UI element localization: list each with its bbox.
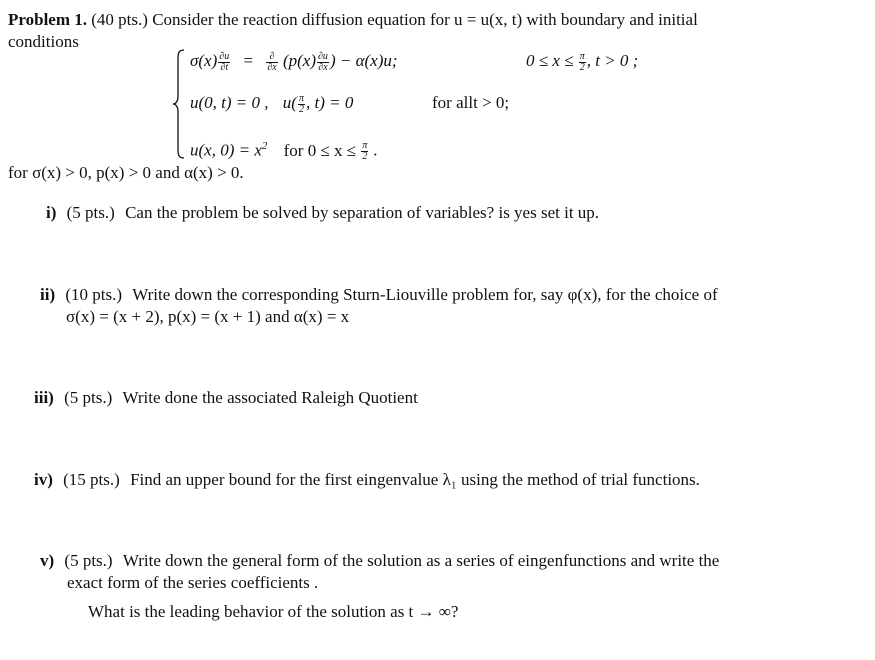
pde-row — [190, 51, 398, 73]
frac-pi-2-num: π — [298, 92, 304, 104]
pde-equals: = — [243, 51, 254, 70]
part-i-text: Can the problem be solved by separation of variables? is yes set it up. — [125, 203, 600, 222]
frac-pi-3-num: π — [362, 140, 368, 152]
part-ii — [40, 285, 718, 305]
frac-pi-3-den: 2 — [362, 151, 368, 163]
frac-pi-1 — [579, 52, 586, 73]
ic-domain: for 0 ≤ x ≤ — [283, 140, 357, 160]
pde-domain: 0 ≤ x ≤ — [526, 51, 574, 70]
ic-row — [190, 136, 378, 162]
part-v-points: (5 pts.) — [64, 551, 113, 570]
part-iv-points: (15 pts.) — [63, 470, 120, 489]
part-iv — [34, 470, 700, 490]
problem-header — [8, 10, 698, 30]
part-iv-text: Find an upper bound for the first eingenvalue λ₁ using the method of trial functions. — [130, 470, 700, 489]
frac-pi-1-num: π — [579, 50, 585, 62]
frac-dudx-den: ∂x — [318, 61, 328, 73]
part-iii-text: Write done the associated Raleigh Quotient — [122, 388, 418, 407]
pde-lhs: σ(x) — [190, 51, 218, 70]
pde-domain-row — [526, 51, 638, 73]
ic-end: . — [373, 140, 378, 160]
part-iii-points: (5 pts.) — [64, 388, 113, 407]
part-v — [40, 551, 719, 571]
part-ii-label: ii) — [40, 285, 56, 304]
problem-title: Problem 1. — [8, 10, 88, 29]
pde-rhs-end: ) − α(x)u; — [329, 51, 398, 70]
part-iii — [34, 388, 418, 408]
frac-pi-2 — [298, 94, 305, 115]
bc-row — [190, 93, 353, 115]
part-i-points: (5 pts.) — [66, 203, 115, 222]
part-v-question: What is the leading behavior of the solution as t → ∞? — [88, 602, 459, 621]
bc-right: u( — [282, 93, 297, 112]
frac-dudt-den: ∂t — [220, 61, 229, 73]
frac-dudx-num: ∂u — [317, 50, 328, 62]
bc-left: u(0, t) = 0 , — [190, 93, 269, 112]
problem-intro: Consider the reaction diffusion equation for u = u(x, t) with boundary and initial — [152, 10, 698, 29]
part-i-label: i) — [46, 203, 57, 222]
positivity-conditions: for σ(x) > 0, p(x) > 0 and α(x) > 0. — [8, 163, 244, 182]
frac-dudt — [218, 52, 230, 73]
frac-pi-1-den: 2 — [579, 61, 585, 73]
problem-intro-cont: conditions — [8, 32, 79, 51]
part-v-text-cont: exact form of the series coefficients . — [67, 573, 319, 592]
part-ii-text-cont: σ(x) = (x + 2), p(x) = (x + 1) and α(x) = x — [66, 307, 350, 326]
left-brace-icon — [172, 48, 186, 160]
equation-system — [172, 48, 702, 163]
bc-condition: for allt > 0; — [432, 93, 510, 112]
part-v-label: v) — [40, 551, 55, 570]
part-ii-points: (10 pts.) — [65, 285, 123, 304]
frac-ddx-num: ∂ — [266, 52, 277, 63]
pde-time: , t > 0 ; — [586, 51, 639, 70]
frac-ddx-den: ∂x — [267, 61, 277, 73]
frac-dudt-num: ∂u — [219, 50, 230, 62]
part-i — [46, 203, 599, 223]
part-ii-text: Write down the corresponding Sturn-Liouville problem for, say φ(x), for the choice of — [132, 285, 718, 304]
bc-right-end: , t) = 0 — [305, 93, 354, 112]
frac-ddx — [266, 52, 277, 73]
pde-rhs-mid: (p(x) — [282, 51, 316, 70]
ic-exponent: 2 — [261, 140, 268, 152]
part-v-text: Write down the general form of the solution as a series of eingenfunctions and write the — [122, 551, 720, 570]
problem-points: (40 pts.) — [91, 10, 148, 29]
ic: u(x, 0) = x — [190, 140, 262, 160]
part-iv-label: iv) — [34, 470, 53, 489]
frac-dudx — [317, 52, 329, 73]
frac-pi-2-den: 2 — [298, 103, 304, 115]
part-iii-label: iii) — [34, 388, 54, 407]
frac-pi-3 — [361, 141, 368, 162]
